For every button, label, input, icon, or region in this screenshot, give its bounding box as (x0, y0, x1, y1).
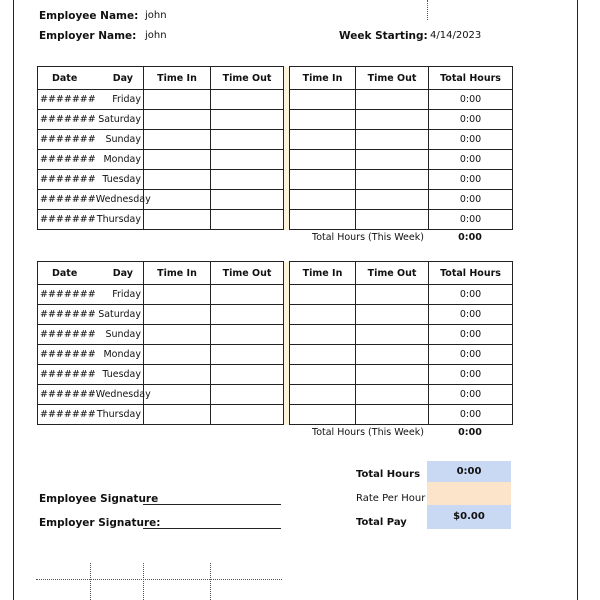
page-break-marker (210, 563, 211, 600)
table-header-row (38, 262, 513, 285)
table-row (38, 365, 513, 385)
time-in-cell[interactable] (290, 190, 356, 210)
day-cell: Friday (112, 94, 141, 105)
date-header: Date (52, 267, 78, 279)
day-header: Day (112, 72, 133, 84)
date-cell[interactable]: ####### (40, 194, 96, 205)
time-in-cell[interactable] (290, 365, 356, 385)
page-break-marker (427, 0, 428, 20)
date-day-cell (38, 325, 144, 345)
table-row (38, 150, 513, 170)
weekly-total-value: 0:00 (458, 427, 482, 438)
time-out-cell[interactable] (356, 365, 429, 385)
time-out-cell[interactable] (356, 210, 429, 230)
time-out-cell[interactable] (356, 130, 429, 150)
time-in-cell[interactable] (290, 285, 356, 305)
rate-per-hour-label: Rate Per Hour (356, 493, 426, 504)
time-out-cell[interactable] (356, 170, 429, 190)
time-out-cell[interactable] (211, 130, 284, 150)
time-in-cell[interactable] (144, 365, 211, 385)
table-row (38, 305, 513, 325)
total-hours-cell: 0:00 (429, 285, 513, 305)
employee-signature-label: Employee Signature (39, 493, 159, 505)
total-hours-cell: 0:00 (429, 405, 513, 425)
total-hours-cell: 0:00 (429, 110, 513, 130)
employer-name-value[interactable]: john (145, 30, 167, 41)
time-out-cell[interactable] (356, 305, 429, 325)
time-out-cell[interactable] (211, 170, 284, 190)
table-header-row (38, 67, 513, 90)
time-out-header: Time Out (211, 262, 284, 285)
time-in-cell[interactable] (290, 405, 356, 425)
week-starting-value[interactable]: 4/14/2023 (430, 30, 482, 41)
weekly-total-label: Total Hours (This Week) (312, 232, 424, 243)
time-out-cell[interactable] (356, 90, 429, 110)
date-cell[interactable]: ####### (40, 134, 96, 145)
table-row (38, 210, 513, 230)
date-cell[interactable]: ####### (40, 174, 96, 185)
page-border-right (577, 0, 578, 600)
time-in-cell[interactable] (290, 90, 356, 110)
day-cell: Tuesday (102, 369, 141, 380)
time-in-cell[interactable] (144, 210, 211, 230)
total-hours-header: Total Hours (429, 262, 513, 285)
employer-signature-label: Employer Signature: (39, 517, 161, 529)
page-break-marker (90, 563, 91, 600)
time-in-cell[interactable] (144, 110, 211, 130)
total-hours-header: Total Hours (429, 67, 513, 90)
time-in-cell[interactable] (290, 150, 356, 170)
time-out-cell[interactable] (356, 345, 429, 365)
rate-per-hour-input[interactable] (427, 482, 511, 505)
total-hours-cell: 0:00 (429, 130, 513, 150)
date-cell[interactable]: ####### (40, 369, 96, 380)
day-cell: Saturday (98, 114, 141, 125)
date-day-cell (38, 130, 144, 150)
total-hours-cell: 0:00 (429, 190, 513, 210)
time-in-cell[interactable] (144, 345, 211, 365)
time-in-cell[interactable] (290, 170, 356, 190)
weekly-total-value: 0:00 (458, 232, 482, 243)
day-cell: Monday (103, 154, 141, 165)
date-day-cell (38, 210, 144, 230)
day-cell: Wednesday (95, 389, 151, 400)
time-out-header: Time Out (356, 262, 429, 285)
time-in-cell[interactable] (144, 405, 211, 425)
date-day-cell (38, 90, 144, 110)
date-header: Date (52, 72, 78, 84)
timesheet-table-week-2 (37, 261, 513, 425)
total-hours-cell: 0:00 (429, 305, 513, 325)
date-cell[interactable]: ####### (40, 349, 96, 360)
page-break-line (36, 579, 282, 580)
total-hours-cell: 0:00 (429, 90, 513, 110)
time-in-cell[interactable] (144, 385, 211, 405)
time-in-cell[interactable] (290, 110, 356, 130)
time-in-cell[interactable] (290, 345, 356, 365)
date-day-header (38, 262, 144, 285)
time-in-cell[interactable] (144, 190, 211, 210)
table-row (38, 170, 513, 190)
date-day-cell (38, 285, 144, 305)
date-cell[interactable]: ####### (40, 94, 96, 105)
total-hours-cell: 0:00 (429, 325, 513, 345)
employee-name-label: Employee Name: (39, 10, 139, 22)
time-out-cell[interactable] (211, 385, 284, 405)
employer-name-label: Employer Name: (39, 30, 137, 42)
time-in-cell[interactable] (144, 150, 211, 170)
table-row (38, 90, 513, 110)
total-hours-cell: 0:00 (429, 345, 513, 365)
table-row (38, 110, 513, 130)
time-out-cell[interactable] (356, 110, 429, 130)
date-day-cell (38, 110, 144, 130)
employer-signature-line[interactable] (143, 517, 281, 529)
day-header: Day (112, 267, 133, 279)
date-day-cell (38, 150, 144, 170)
time-out-header: Time Out (211, 67, 284, 90)
time-in-cell[interactable] (290, 210, 356, 230)
day-cell: Sunday (105, 329, 141, 340)
time-in-cell[interactable] (290, 325, 356, 345)
date-day-cell (38, 190, 151, 210)
week-starting-label: Week Starting: (339, 30, 428, 42)
time-out-cell[interactable] (211, 325, 284, 345)
page-break-marker (143, 563, 144, 600)
total-pay-label: Total Pay (356, 517, 407, 528)
date-cell[interactable]: ####### (40, 214, 96, 225)
date-day-cell (38, 365, 144, 385)
employee-signature-line[interactable] (143, 493, 281, 505)
day-cell: Thursday (96, 214, 141, 225)
date-day-cell (38, 170, 144, 190)
total-hours-cell: 0:00 (429, 150, 513, 170)
time-in-cell[interactable] (144, 285, 211, 305)
total-hours-cell: 0:00 (429, 385, 513, 405)
time-in-cell[interactable] (144, 170, 211, 190)
table-row (38, 130, 513, 150)
day-cell: Sunday (105, 134, 141, 145)
table-row (38, 385, 513, 405)
table-row (38, 285, 513, 305)
date-cell[interactable]: ####### (40, 329, 96, 340)
time-out-cell[interactable] (211, 110, 284, 130)
table-row (38, 405, 513, 425)
time-in-header: Time In (144, 262, 211, 285)
page-border-left (13, 0, 14, 600)
time-in-cell[interactable] (290, 130, 356, 150)
date-cell[interactable]: ####### (40, 389, 96, 400)
time-in-cell[interactable] (144, 305, 211, 325)
time-out-header: Time Out (356, 67, 429, 90)
time-out-cell[interactable] (356, 405, 429, 425)
time-out-cell[interactable] (211, 285, 284, 305)
date-day-cell (38, 345, 144, 365)
time-out-cell[interactable] (211, 405, 284, 425)
day-cell: Tuesday (102, 174, 141, 185)
total-pay-value: $0.00 (427, 505, 511, 529)
time-out-cell[interactable] (211, 190, 284, 210)
time-in-cell[interactable] (290, 305, 356, 325)
day-cell: Monday (103, 349, 141, 360)
time-out-cell[interactable] (211, 345, 284, 365)
table-row (38, 345, 513, 365)
total-hours-cell: 0:00 (429, 170, 513, 190)
time-in-cell[interactable] (144, 325, 211, 345)
date-cell[interactable]: ####### (40, 289, 96, 300)
date-day-cell (38, 405, 144, 425)
date-day-cell (38, 385, 151, 405)
time-in-cell[interactable] (144, 90, 211, 110)
time-out-cell[interactable] (211, 365, 284, 385)
time-out-cell[interactable] (211, 90, 284, 110)
time-out-cell[interactable] (356, 325, 429, 345)
weekly-total-label: Total Hours (This Week) (312, 427, 424, 438)
date-cell[interactable]: ####### (40, 114, 96, 125)
time-in-header: Time In (290, 67, 356, 90)
table-row (38, 190, 513, 210)
time-in-cell[interactable] (290, 385, 356, 405)
time-in-header: Time In (290, 262, 356, 285)
time-out-cell[interactable] (356, 285, 429, 305)
total-hours-value: 0:00 (427, 461, 511, 482)
time-out-cell[interactable] (356, 190, 429, 210)
time-out-cell[interactable] (356, 150, 429, 170)
time-out-cell[interactable] (211, 150, 284, 170)
time-out-cell[interactable] (356, 385, 429, 405)
time-in-cell[interactable] (144, 130, 211, 150)
date-day-cell (38, 305, 144, 325)
employee-name-value[interactable]: john (145, 10, 167, 21)
date-cell[interactable]: ####### (40, 309, 96, 320)
total-hours-cell: 0:00 (429, 365, 513, 385)
day-cell: Wednesday (95, 194, 151, 205)
date-cell[interactable]: ####### (40, 409, 96, 420)
date-day-header (38, 67, 144, 90)
day-cell: Thursday (96, 409, 141, 420)
timesheet-table-week-1 (37, 66, 513, 230)
time-in-header: Time In (144, 67, 211, 90)
day-cell: Friday (112, 289, 141, 300)
date-cell[interactable]: ####### (40, 154, 96, 165)
time-out-cell[interactable] (211, 210, 284, 230)
table-row (38, 325, 513, 345)
day-cell: Saturday (98, 309, 141, 320)
time-out-cell[interactable] (211, 305, 284, 325)
total-hours-label: Total Hours (356, 469, 421, 480)
total-hours-cell: 0:00 (429, 210, 513, 230)
